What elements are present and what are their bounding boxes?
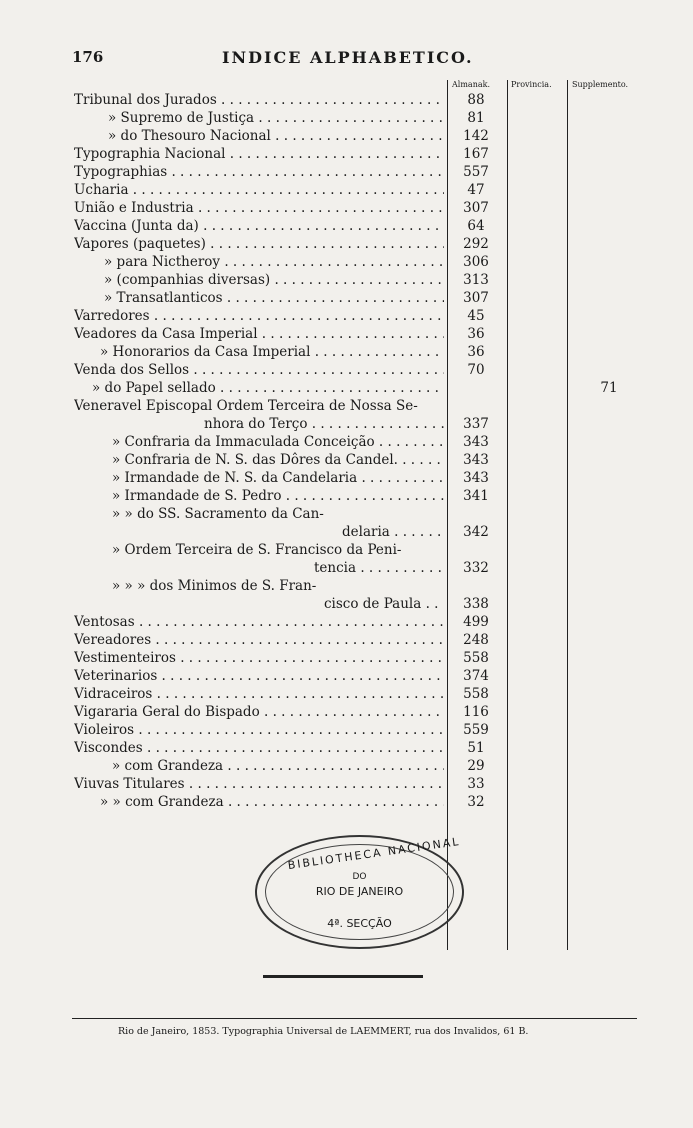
- entry-almanak-page: 51: [467, 740, 485, 756]
- entry-label: Vigararia Geral do Bispado . . .: [74, 703, 444, 721]
- index-row: [74, 451, 674, 469]
- index-row: [74, 109, 674, 127]
- index-entries: [74, 91, 674, 811]
- entry-label: » do Papel sellado . . .: [92, 379, 444, 397]
- index-row: [74, 127, 674, 145]
- index-row: [74, 253, 674, 271]
- entry-almanak-page: 248: [463, 632, 489, 648]
- column-header-provincia: Provincia.: [511, 80, 552, 89]
- entry-label: Viuvas Titulares . . .: [74, 775, 444, 793]
- index-row: [74, 433, 674, 451]
- entry-almanak-page: 32: [467, 794, 485, 810]
- entry-label: Viscondes . . .: [74, 739, 444, 757]
- index-row: [74, 307, 674, 325]
- entry-label: Vestimenteiros . . .: [74, 649, 444, 667]
- entry-almanak-page: 343: [463, 470, 489, 486]
- index-row: [74, 415, 674, 433]
- stamp-section-text: 4ª. SECÇÃO: [327, 917, 392, 930]
- entry-label: » » do SS. Sacramento da Can-: [112, 506, 324, 522]
- entry-supplemento-page: 71: [600, 380, 618, 396]
- index-row: [74, 325, 674, 343]
- entry-label: » Ordem Terceira de S. Francisco da Peni-: [112, 542, 402, 558]
- index-row: [74, 739, 674, 757]
- index-row: [74, 631, 674, 649]
- entry-label: Veneravel Episcopal Ordem Terceira de Nossa Se-: [74, 398, 418, 414]
- index-row: [74, 199, 674, 217]
- entry-label: » Honorarios da Casa Imperial . . .: [100, 343, 444, 361]
- index-row: [74, 505, 674, 523]
- column-header-almanak: Almanak.: [452, 80, 491, 89]
- page-number: 176: [72, 48, 104, 66]
- index-row: [74, 541, 674, 559]
- index-row: [74, 271, 674, 289]
- entry-almanak-page: 338: [463, 596, 489, 612]
- entry-label: » do Thesouro Nacional . . .: [108, 127, 444, 145]
- index-row: [74, 577, 674, 595]
- entry-label: » Supremo de Justiça . . .: [108, 109, 444, 127]
- entry-almanak-page: 81: [467, 110, 485, 126]
- entry-almanak-page: 88: [467, 92, 485, 108]
- index-row: [74, 361, 674, 379]
- index-row: [74, 685, 674, 703]
- entry-almanak-page: 343: [463, 434, 489, 450]
- entry-almanak-page: 307: [463, 290, 489, 306]
- entry-label: Vidraceiros . . .: [74, 685, 444, 703]
- index-row: [74, 181, 674, 199]
- index-row: [74, 721, 674, 739]
- entry-almanak-page: 307: [463, 200, 489, 216]
- entry-almanak-page: 167: [463, 146, 489, 162]
- entry-label: » Confraria da Immaculada Conceição . . .: [112, 433, 444, 451]
- entry-label: » Confraria de N. S. das Dôres da Candel. . . .: [112, 451, 444, 469]
- index-row: [74, 775, 674, 793]
- index-row: [74, 559, 674, 577]
- entry-almanak-page: 116: [463, 704, 489, 720]
- index-row: [74, 523, 674, 541]
- entry-label: » com Grandeza . . .: [112, 757, 444, 775]
- entry-label: Typographias . . .: [74, 163, 444, 181]
- entry-almanak-page: 142: [463, 128, 489, 144]
- entry-almanak-page: 499: [463, 614, 489, 630]
- entry-label: » Irmandade de S. Pedro . . .: [112, 487, 444, 505]
- entry-almanak-page: 33: [467, 776, 485, 792]
- entry-almanak-page: 70: [467, 362, 485, 378]
- entry-almanak-page: 337: [463, 416, 489, 432]
- imprint-footer: Rio de Janeiro, 1853. Typographia Universal de LAEMMERT, rua dos Invalidos, 61 B.: [118, 1026, 529, 1037]
- entry-almanak-page: 557: [463, 164, 489, 180]
- entry-label: Vaccina (Junta da) . . .: [74, 217, 444, 235]
- entry-almanak-page: 332: [463, 560, 489, 576]
- entry-almanak-page: 558: [463, 650, 489, 666]
- index-row: [74, 487, 674, 505]
- index-row: [74, 595, 674, 613]
- entry-label: Vapores (paquetes) . . .: [74, 235, 444, 253]
- entry-almanak-page: 36: [467, 344, 485, 360]
- entry-label: Vereadores . . .: [74, 631, 444, 649]
- entry-label: Ventosas . . .: [74, 613, 444, 631]
- entry-almanak-page: 343: [463, 452, 489, 468]
- index-row: [74, 703, 674, 721]
- index-row: [74, 343, 674, 361]
- index-row: [74, 379, 674, 397]
- entry-label: » Irmandade de N. S. da Candelaria . . .: [112, 469, 444, 487]
- entry-label: Veadores da Casa Imperial . . .: [74, 325, 444, 343]
- entry-label: Violeiros . . .: [74, 721, 444, 739]
- entry-label: tencia . . .: [314, 559, 444, 577]
- entry-almanak-page: 558: [463, 686, 489, 702]
- entry-almanak-page: 341: [463, 488, 489, 504]
- index-row: [74, 667, 674, 685]
- entry-label: Ucharia . . .: [74, 181, 444, 199]
- entry-almanak-page: 29: [467, 758, 485, 774]
- entry-label: União e Industria . . .: [74, 199, 444, 217]
- footer-rule: [72, 1018, 637, 1019]
- page-title: INDICE ALPHABETICO.: [222, 48, 474, 67]
- stamp-middle-text: DO: [352, 872, 367, 882]
- entry-label: delaria . . .: [342, 523, 444, 541]
- entry-label: » para Nictheroy . . .: [104, 253, 444, 271]
- entry-label: » Transatlanticos . . .: [104, 289, 444, 307]
- stamp-city-text: RIO DE JANEIRO: [315, 885, 404, 898]
- index-row: [74, 613, 674, 631]
- index-row: [74, 289, 674, 307]
- entry-label: Venda dos Sellos . . .: [74, 361, 444, 379]
- index-row: [74, 649, 674, 667]
- entry-label: Veterinarios . . .: [74, 667, 444, 685]
- entry-almanak-page: 306: [463, 254, 489, 270]
- entry-almanak-page: 374: [463, 668, 489, 684]
- index-row: [74, 217, 674, 235]
- entry-almanak-page: 36: [467, 326, 485, 342]
- entry-label: » » com Grandeza . . .: [100, 793, 444, 811]
- stamp-top-text: BIBLIOTHECA NACIONAL: [286, 834, 462, 873]
- index-row: [74, 163, 674, 181]
- entry-almanak-page: 45: [467, 308, 485, 324]
- entry-almanak-page: 292: [463, 236, 489, 252]
- entry-almanak-page: 313: [463, 272, 489, 288]
- entry-label: Tribunal dos Jurados . . .: [74, 91, 444, 109]
- entry-label: » (companhias diversas) . . .: [104, 271, 444, 289]
- entry-label: » » » dos Minimos de S. Fran-: [112, 578, 317, 594]
- entry-almanak-page: 342: [463, 524, 489, 540]
- index-row: [74, 397, 674, 415]
- index-row: [74, 145, 674, 163]
- entry-label: Varredores . . .: [74, 307, 444, 325]
- entry-almanak-page: 64: [467, 218, 485, 234]
- column-header-supplemento: Supplemento.: [572, 80, 629, 89]
- index-row: [74, 91, 674, 109]
- entry-almanak-page: 559: [463, 722, 489, 738]
- index-row: [74, 235, 674, 253]
- entry-label: Typographia Nacional . . .: [74, 145, 444, 163]
- index-row: [74, 793, 674, 811]
- library-stamp: [255, 835, 464, 949]
- short-rule: [263, 975, 423, 978]
- entry-almanak-page: 47: [467, 182, 485, 198]
- entry-label: cisco de Paula . . .: [324, 595, 444, 613]
- index-row: [74, 469, 674, 487]
- index-row: [74, 757, 674, 775]
- entry-label: nhora do Terço . . .: [204, 415, 444, 433]
